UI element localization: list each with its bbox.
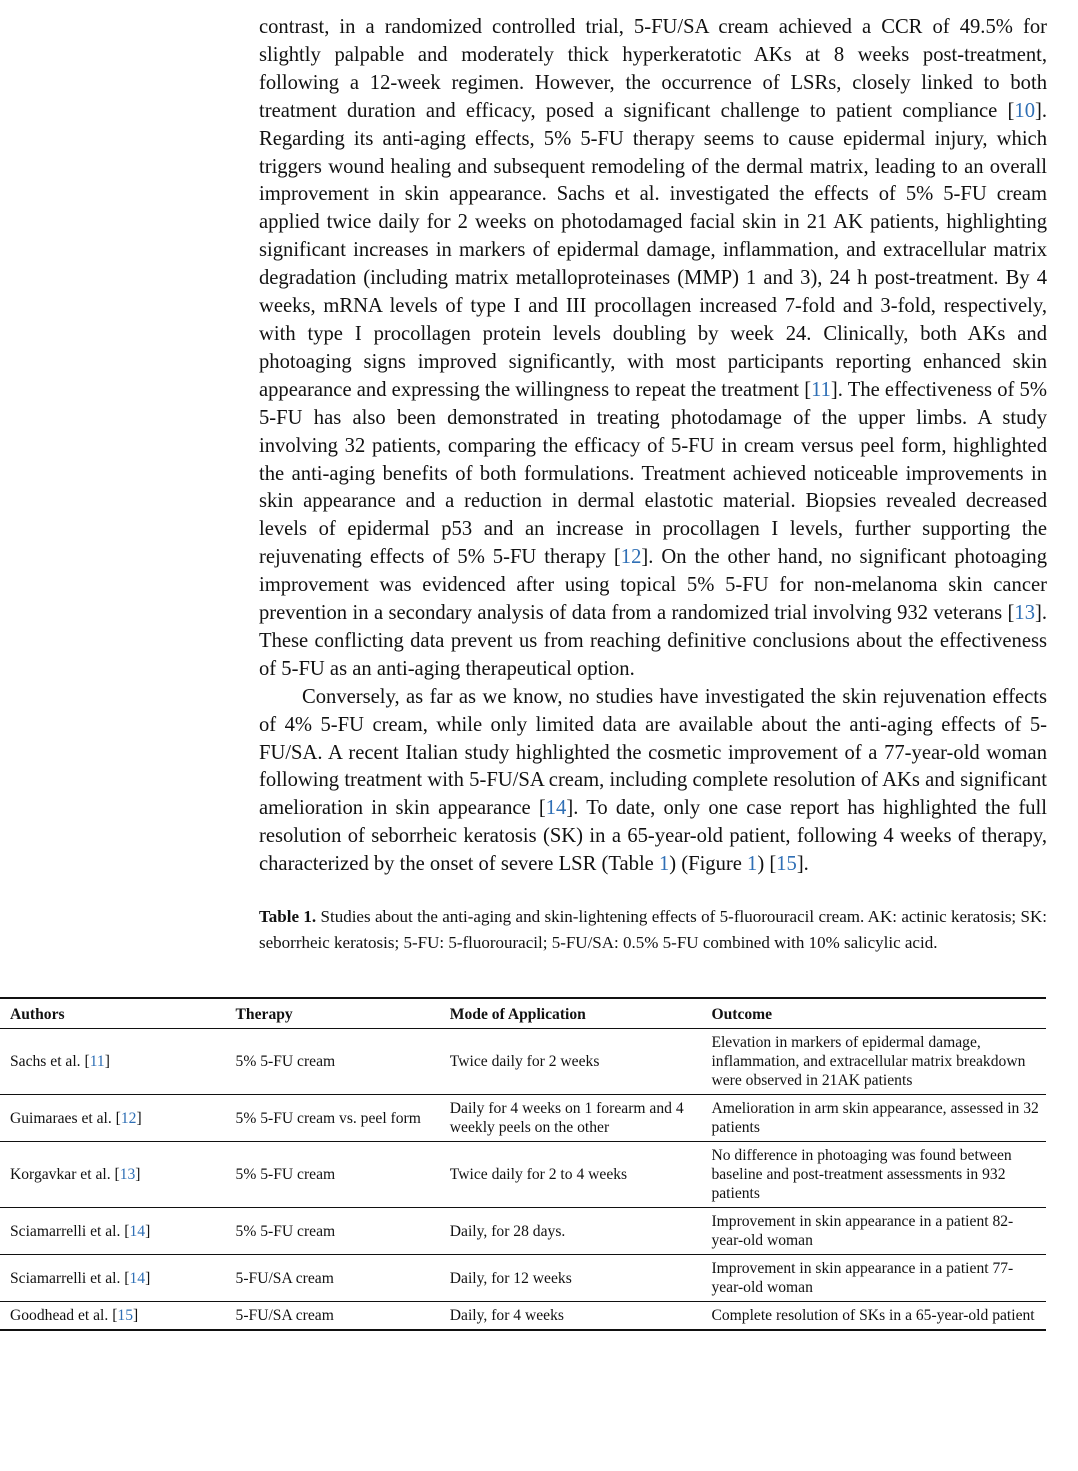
citation-link[interactable]: 13 bbox=[1014, 602, 1035, 625]
cell-therapy: 5% 5-FU cream bbox=[228, 1208, 440, 1255]
author-bracket: ] bbox=[104, 1053, 110, 1070]
author-bracket: ] bbox=[132, 1307, 139, 1324]
citation-link[interactable]: 15 bbox=[776, 853, 797, 876]
author-bracket: ] bbox=[135, 1166, 141, 1183]
paragraph-text: ]. bbox=[796, 853, 809, 876]
author-bracket: ] bbox=[145, 1269, 151, 1287]
citation-link[interactable]: 15 bbox=[117, 1307, 133, 1324]
cell-outcome: Amelioration in arm skin appearance, assessed in 32 patients bbox=[708, 1095, 1046, 1142]
table-caption-label: Table 1. bbox=[259, 907, 317, 926]
author-name: Sciamarrelli et al. [ bbox=[10, 1269, 130, 1287]
paragraph-text: ) [ bbox=[757, 853, 777, 876]
author-name: Sachs et al. [ bbox=[10, 1053, 90, 1070]
header-mode-of-application: Mode of Application bbox=[440, 998, 709, 1029]
author-name: Korgavkar et al. [ bbox=[10, 1166, 120, 1183]
table-header-row bbox=[0, 998, 1046, 1029]
header-outcome: Outcome bbox=[708, 998, 1046, 1029]
author-name: Guimaraes et al. [ bbox=[10, 1109, 121, 1127]
cell-mode: Daily for 4 weeks on 1 forearm and 4 weekly peels on the other bbox=[440, 1095, 709, 1142]
cell-mode: Twice daily for 2 to 4 weeks bbox=[440, 1142, 709, 1208]
author-name: Goodhead et al. [ bbox=[10, 1307, 118, 1324]
cell-mode: Daily, for 12 weeks bbox=[440, 1255, 709, 1302]
cell-author bbox=[0, 1029, 228, 1095]
cell-mode: Daily, for 28 days. bbox=[440, 1208, 709, 1255]
citation-link[interactable]: 13 bbox=[119, 1166, 136, 1183]
citation-link[interactable]: 11 bbox=[89, 1053, 105, 1070]
table-caption-text: Studies about the anti-aging and skin-lightening effects of 5-fluorouracil cream. AK: actinic keratosis; SK: seborrheic keratosis; 5-FU: 5-fluorouracil; 5-FU/SA: 0.5% 5-FU combined with 10% salicylic acid. bbox=[259, 907, 1047, 952]
table-caption bbox=[259, 904, 1047, 956]
cell-therapy: 5% 5-FU cream bbox=[228, 1142, 440, 1208]
paragraph-text: Conversely, as far as we know, no studies have investigated the skin rejuvenation effects of 4% 5-FU cream, while only limited data are available about the anti-aging effects of 5-FU/SA. A recent Italian study highlighted the cosmetic improvement of a 77-year-old woman following treatment with 5-FU/SA cream, including complete resolution of AKs and significant amelioration in skin appearance [ bbox=[259, 685, 1047, 820]
header-therapy: Therapy bbox=[228, 998, 440, 1029]
citation-link[interactable]: 10 bbox=[1014, 99, 1035, 122]
paragraph-text: ]. On the other hand, no significant photoaging improvement was evidenced after using topical 5% 5-FU for non-melanoma skin cancer prevention in a secondary analysis of data from a randomized trial involving 932 veterans [ bbox=[259, 546, 1048, 625]
paragraph-text: contrast, in a randomized controlled trial, 5-FU/SA cream achieved a CCR of 49.5% for slightly palpable and moderately thick hyperkeratotic AKs at 8 weeks post-treatment, following a 12-week regimen. However, the occurrence of LSRs, closely linked to both treatment duration and efficacy, posed a significant challenge to patient compliance [ bbox=[259, 16, 1047, 122]
cell-therapy: 5% 5-FU cream vs. peel form bbox=[228, 1095, 440, 1142]
citation-link[interactable]: 14 bbox=[545, 797, 567, 820]
cell-outcome: No difference in photoaging was found between baseline and post-treatment assessments in 932 patients bbox=[708, 1142, 1046, 1208]
citation-link[interactable]: 1 bbox=[658, 853, 670, 876]
body-paragraph bbox=[259, 684, 1047, 879]
body-paragraph bbox=[259, 14, 1047, 684]
author-bracket: ] bbox=[136, 1109, 142, 1127]
table-row bbox=[0, 1208, 1046, 1255]
cell-author bbox=[0, 1208, 228, 1255]
cell-outcome: Improvement in skin appearance in a patient 77-year-old woman bbox=[708, 1255, 1046, 1302]
cell-therapy: 5-FU/SA cream bbox=[228, 1255, 440, 1302]
citation-link[interactable]: 14 bbox=[129, 1222, 146, 1240]
cell-mode: Daily, for 4 weeks bbox=[440, 1302, 709, 1331]
table-row bbox=[0, 1095, 1046, 1142]
table-row bbox=[0, 1302, 1046, 1331]
cell-therapy: 5% 5-FU cream bbox=[228, 1029, 440, 1095]
paragraph-text: ]. These conflicting data prevent us from reaching definitive conclusions about the effectiveness of 5-FU as an anti-aging therapeutical option. bbox=[259, 602, 1047, 680]
citation-link[interactable]: 11 bbox=[811, 378, 831, 401]
author-bracket: ] bbox=[145, 1222, 151, 1240]
cell-outcome: Complete resolution of SKs in a 65-year-old patient bbox=[708, 1302, 1046, 1331]
cell-author bbox=[0, 1095, 228, 1142]
table-row bbox=[0, 1255, 1046, 1302]
citation-link[interactable]: 12 bbox=[620, 546, 642, 569]
paragraph-text: ]. The effectiveness of 5% 5-FU has also been demonstrated in treating photodamage of the upper limbs. A study involving 32 patients, comparing the efficacy of 5-FU in cream versus peel form, highlighted the anti-aging benefits of both formulations. Treatment achieved noticeable improvements in skin appearance and a reduction in dermal elastotic material. Biopsies revealed decreased levels of epidermal p53 and an increase in procollagen I levels, further supporting the rejuvenating effects of 5% 5-FU therapy [ bbox=[259, 378, 1047, 569]
citation-link[interactable]: 12 bbox=[120, 1109, 137, 1127]
cell-author bbox=[0, 1255, 228, 1302]
cell-author bbox=[0, 1302, 228, 1331]
studies-table bbox=[0, 997, 1046, 1331]
author-name: Sciamarrelli et al. [ bbox=[10, 1222, 130, 1240]
citation-link[interactable]: 1 bbox=[747, 853, 758, 876]
cell-outcome: Improvement in skin appearance in a patient 82-year-old woman bbox=[708, 1208, 1046, 1255]
body-text bbox=[259, 14, 1047, 879]
table-row bbox=[0, 1029, 1046, 1095]
paragraph-text: ]. Regarding its anti-aging effects, 5% 5-FU therapy seems to cause epidermal injury, which triggers wound healing and subsequent remodeling of the dermal matrix, leading to an overall improvement in skin appearance. Sachs et al. investigated the effects of 5% 5-FU cream applied twice daily for 2 weeks on photodamaged facial skin in 21 AK patients, highlighting significant increases in markers of epidermal damage, inflammation, and extracellular matrix degradation (including matrix metalloproteinases (MMP) 1 and 3), 24 h post-treatment. By 4 weeks, mRNA levels of type I and III procollagen increased 7-fold and 3-fold, respectively, with type I procollagen protein levels doubling by week 24. Clinically, both AKs and photoaging signs improved significantly, with most participants reporting enhanced skin appearance and expressing the willingness to repeat the treatment [ bbox=[259, 99, 1047, 401]
cell-therapy: 5-FU/SA cream bbox=[228, 1302, 440, 1331]
table-row bbox=[0, 1142, 1046, 1208]
paragraph-text: ]. To date, only one case report has highlighted the full resolution of seborrheic keratosis (SK) in a 65-year-old patient, following 4 weeks of therapy, characterized by the onset of severe LSR (Table bbox=[259, 797, 1047, 876]
citation-link[interactable]: 14 bbox=[129, 1269, 146, 1287]
cell-author bbox=[0, 1142, 228, 1208]
paragraph-text: ) (Figure bbox=[669, 853, 748, 876]
cell-outcome: Elevation in markers of epidermal damage, inflammation, and extracellular matrix breakdown were observed in 21AK patients bbox=[708, 1029, 1046, 1095]
header-authors: Authors bbox=[0, 998, 228, 1029]
cell-mode: Twice daily for 2 weeks bbox=[440, 1029, 709, 1095]
